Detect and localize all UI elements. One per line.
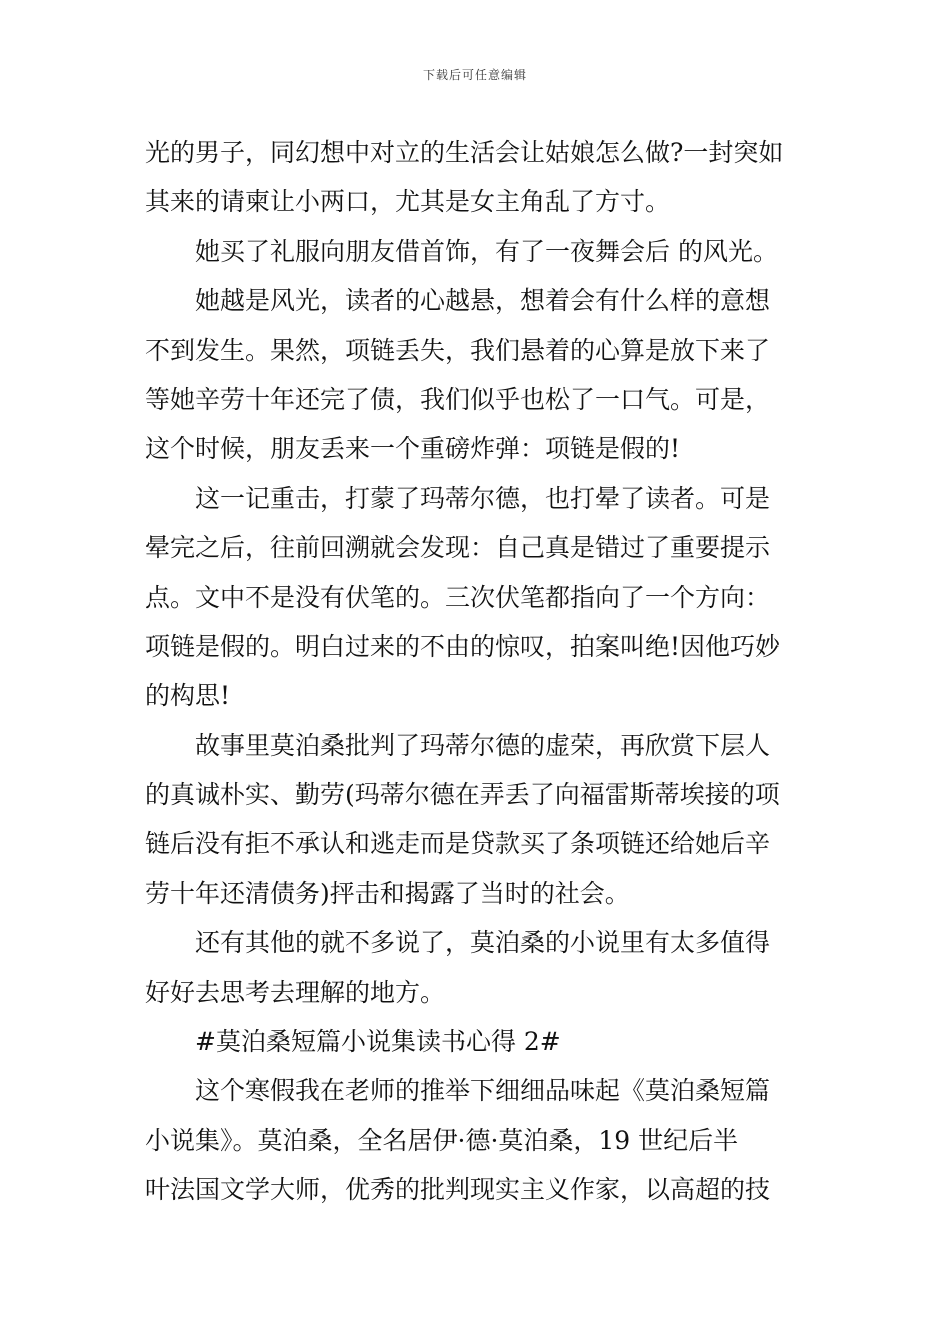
text-line: 其来的请柬让小两口，尤其是女主角乱了方寸。 <box>145 187 671 217</box>
text-line: 不到发生。果然，项链丢失，我们悬着的心算是放下来了 <box>145 335 771 365</box>
text-line: 这个寒假我在老师的推举下细细品味起《莫泊桑短篇 <box>195 1076 771 1106</box>
text-line: 好好去思考去理解的地方。 <box>145 977 446 1007</box>
text-line: 劳十年还清债务)抨击和揭露了当时的社会。 <box>145 878 630 908</box>
page-header: 下载后可任意编辑 <box>422 68 527 82</box>
text-line: 叶法国文学大师，优秀的批判现实主义作家，以高超的技 <box>145 1175 771 1205</box>
text-line: 她越是风光，读者的心越悬，想着会有什么样的意想 <box>195 286 771 316</box>
body-text <box>145 128 809 1215</box>
section-heading: #莫泊桑短篇小说集读书心得 2# <box>195 1027 561 1057</box>
text-line: 项链是假的。明白过来的不由的惊叹，拍案叫绝!因他巧妙 <box>145 631 781 661</box>
text-line: 她买了礼服向朋友借首饰，有了一夜舞会后 的风光。 <box>195 236 778 266</box>
text-line: 链后没有拒不承认和逃走而是贷款买了条项链还给她后辛 <box>145 829 771 859</box>
text-line: 点。文中不是没有伏笔的。三次伏笔都指向了一个方向： <box>145 582 771 612</box>
text-line: 还有其他的就不多说了，莫泊桑的小说里有太多值得 <box>195 928 771 958</box>
text-line: 这个时候，朋友丢来一个重磅炸弹：项链是假的! <box>145 434 681 464</box>
text-line: 光的男子，同幻想中对立的生活会让姑娘怎么做?一封突如 <box>145 138 784 167</box>
text-line: 的真诚朴实、勤劳(玛蒂尔德在弄丢了向福雷斯蒂埃接的项 <box>145 780 780 810</box>
text-line: 故事里莫泊桑批判了玛蒂尔德的虚荣，再欣赏下层人 <box>195 730 771 760</box>
text-line: 小说集》。莫泊桑，全名居伊·德·莫泊桑，19 世纪后半 <box>145 1125 739 1155</box>
text-line: 晕完之后，往前回溯就会发现：自己真是错过了重要提示 <box>145 533 771 563</box>
text-line: 的构思! <box>145 681 231 711</box>
text-line: 等她辛劳十年还完了债，我们似乎也松了一口气。可是， <box>145 384 771 414</box>
text-line: 这一记重击，打蒙了玛蒂尔德，也打晕了读者。可是 <box>195 483 771 513</box>
